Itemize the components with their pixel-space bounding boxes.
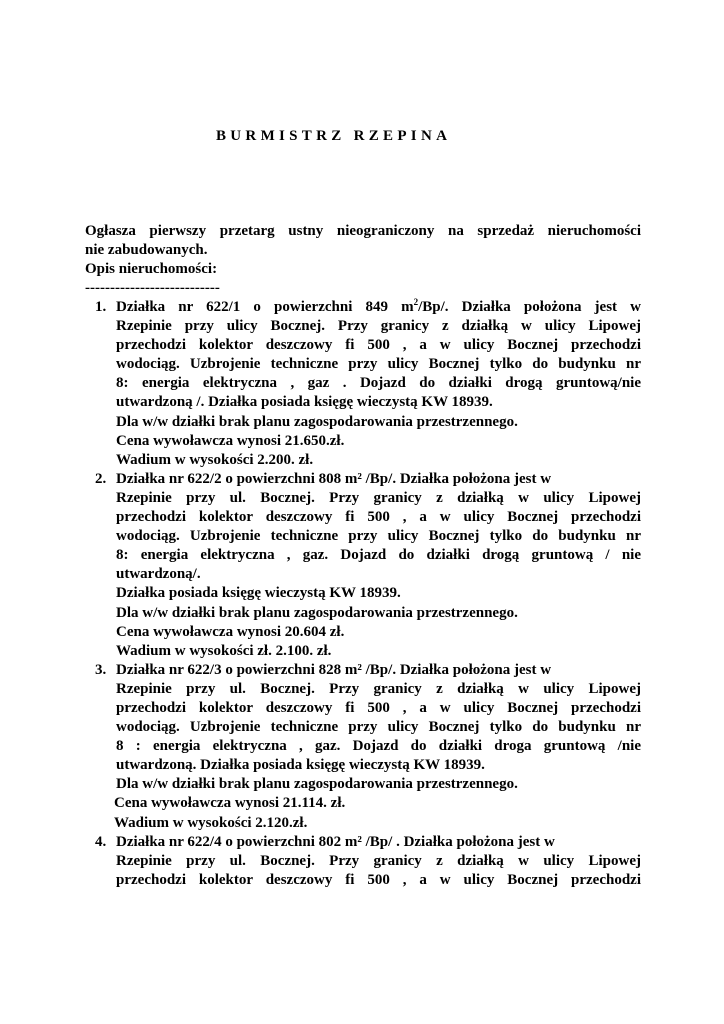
property-item: [95, 833, 641, 890]
item-line-text: Uzbrojenie techniczne przy ulicy Bocznej tylko do budynku nr: [189, 528, 641, 545]
item-line: Wadium w wysokości zł. 2.100. zł.: [116, 642, 332, 659]
item-line: [116, 298, 641, 317]
item-line: przechodzi kolektor deszczowy fi 500 , a w ulicy Bocznej przechodzi: [116, 871, 641, 888]
item-line: wodociąg. Uzbrojenie techniczne przy ulicy Bocznej tylko do budynku nr: [116, 356, 641, 373]
page-title: BURMISTRZ RZEPINA: [216, 128, 452, 144]
item-line: utwardzoną/.: [116, 566, 201, 583]
item-line: Rzepinie przy ul. Bocznej. Przy granicy z działką w ulicy Lipowej: [116, 489, 641, 506]
description-heading: Opis nieruchomości:: [85, 261, 218, 277]
item-line: utwardzoną /. Działka posiada księgę wieczystą KW 18939.: [116, 394, 493, 411]
intro-line: Ogłasza pierwszy przetarg ustny nieograniczony na sprzedaż nieruchomości: [85, 223, 641, 239]
item-line: utwardzoną. Działka posiada księgę wieczystą KW 18939.: [116, 757, 485, 774]
item-line: Rzepinie przy ul. Bocznej. Przy granicy z działką w ulicy Lipowej: [116, 852, 641, 869]
intro-line: nie zabudowanych.: [85, 242, 208, 258]
announcement-intro: [85, 222, 641, 298]
item-line: Cena wywoławcza wynosi 21.114. zł.: [114, 795, 346, 812]
item-line-text: Działka nr 622/1 o powierzchni 849 m: [116, 299, 414, 315]
separator-line: ---------------------------: [85, 280, 220, 296]
item-line: Rzepinie przy ul. Bocznej. Przy granicy z działką w ulicy Lipowej: [116, 680, 641, 697]
item-line: Wadium w wysokości 2.200. zł.: [116, 451, 314, 468]
superscript: 2: [413, 297, 419, 307]
item-line: przechodzi kolektor deszczowy fi 500 , a w ulicy Bocznej przechodzi: [116, 699, 641, 716]
item-line: przechodzi kolektor deszczowy fi 500 , a w ulicy Bocznej przechodzi: [116, 509, 641, 526]
item-line: Działka posiada księgę wieczystą KW 18939.: [116, 585, 401, 602]
item-line: Dla w/w działki brak planu zagospodarowania przestrzennego.: [116, 604, 518, 621]
item-line: przechodzi kolektor deszczowy fi 500 , a w ulicy Bocznej przechodzi: [116, 337, 641, 354]
item-number: 1.: [95, 299, 107, 315]
item-number: 3.: [95, 661, 107, 678]
item-line: 8 : energia elektryczna , gaz. Dojazd do działki droga gruntową /nie: [116, 738, 641, 755]
property-item: [95, 470, 641, 661]
item-line: wodociąg. Uzbrojenie techniczne przy ulicy Bocznej tylko do budynku nr: [116, 528, 641, 545]
item-line: wodociąg. Uzbrojenie techniczne przy ulicy Bocznej tylko do budynku nr: [116, 719, 641, 736]
item-line: Cena wywoławcza wynosi 20.604 zł.: [116, 623, 345, 640]
item-line: Cena wywoławcza wynosi 21.650.zł.: [116, 432, 345, 449]
property-item: [95, 298, 641, 470]
item-line: Działka nr 622/3 o powierzchni 828 m² /Bp/. Działka położona jest w: [116, 661, 552, 678]
item-number: 2.: [95, 470, 107, 487]
property-list: [95, 298, 641, 890]
item-line: 8: energia elektryczna , gaz . Dojazd do działki drogą gruntową/nie: [116, 375, 641, 392]
item-line: Działka nr 622/2 o powierzchni 808 m² /Bp/. Działka położona jest w: [116, 470, 552, 487]
item-number: 4.: [95, 833, 107, 850]
item-line: Działka nr 622/4 o powierzchni 802 m² /Bp/ . Działka położona jest w: [116, 833, 555, 850]
item-line-text: /Bp/. Działka położona jest w: [418, 299, 641, 315]
item-line: 8: energia elektryczna , gaz. Dojazd do działki drogą gruntową / nie: [116, 547, 641, 564]
item-line: Wadium w wysokości 2.120.zł.: [114, 814, 308, 831]
property-item: [95, 661, 641, 833]
item-line: Dla w/w działki brak planu zagospodarowania przestrzennego.: [116, 776, 518, 793]
item-line: Rzepinie przy ulicy Bocznej. Przy granicy z działką w ulicy Lipowej: [116, 318, 641, 335]
item-line: Dla w/w działki brak planu zagospodarowania przestrzennego.: [116, 413, 518, 430]
